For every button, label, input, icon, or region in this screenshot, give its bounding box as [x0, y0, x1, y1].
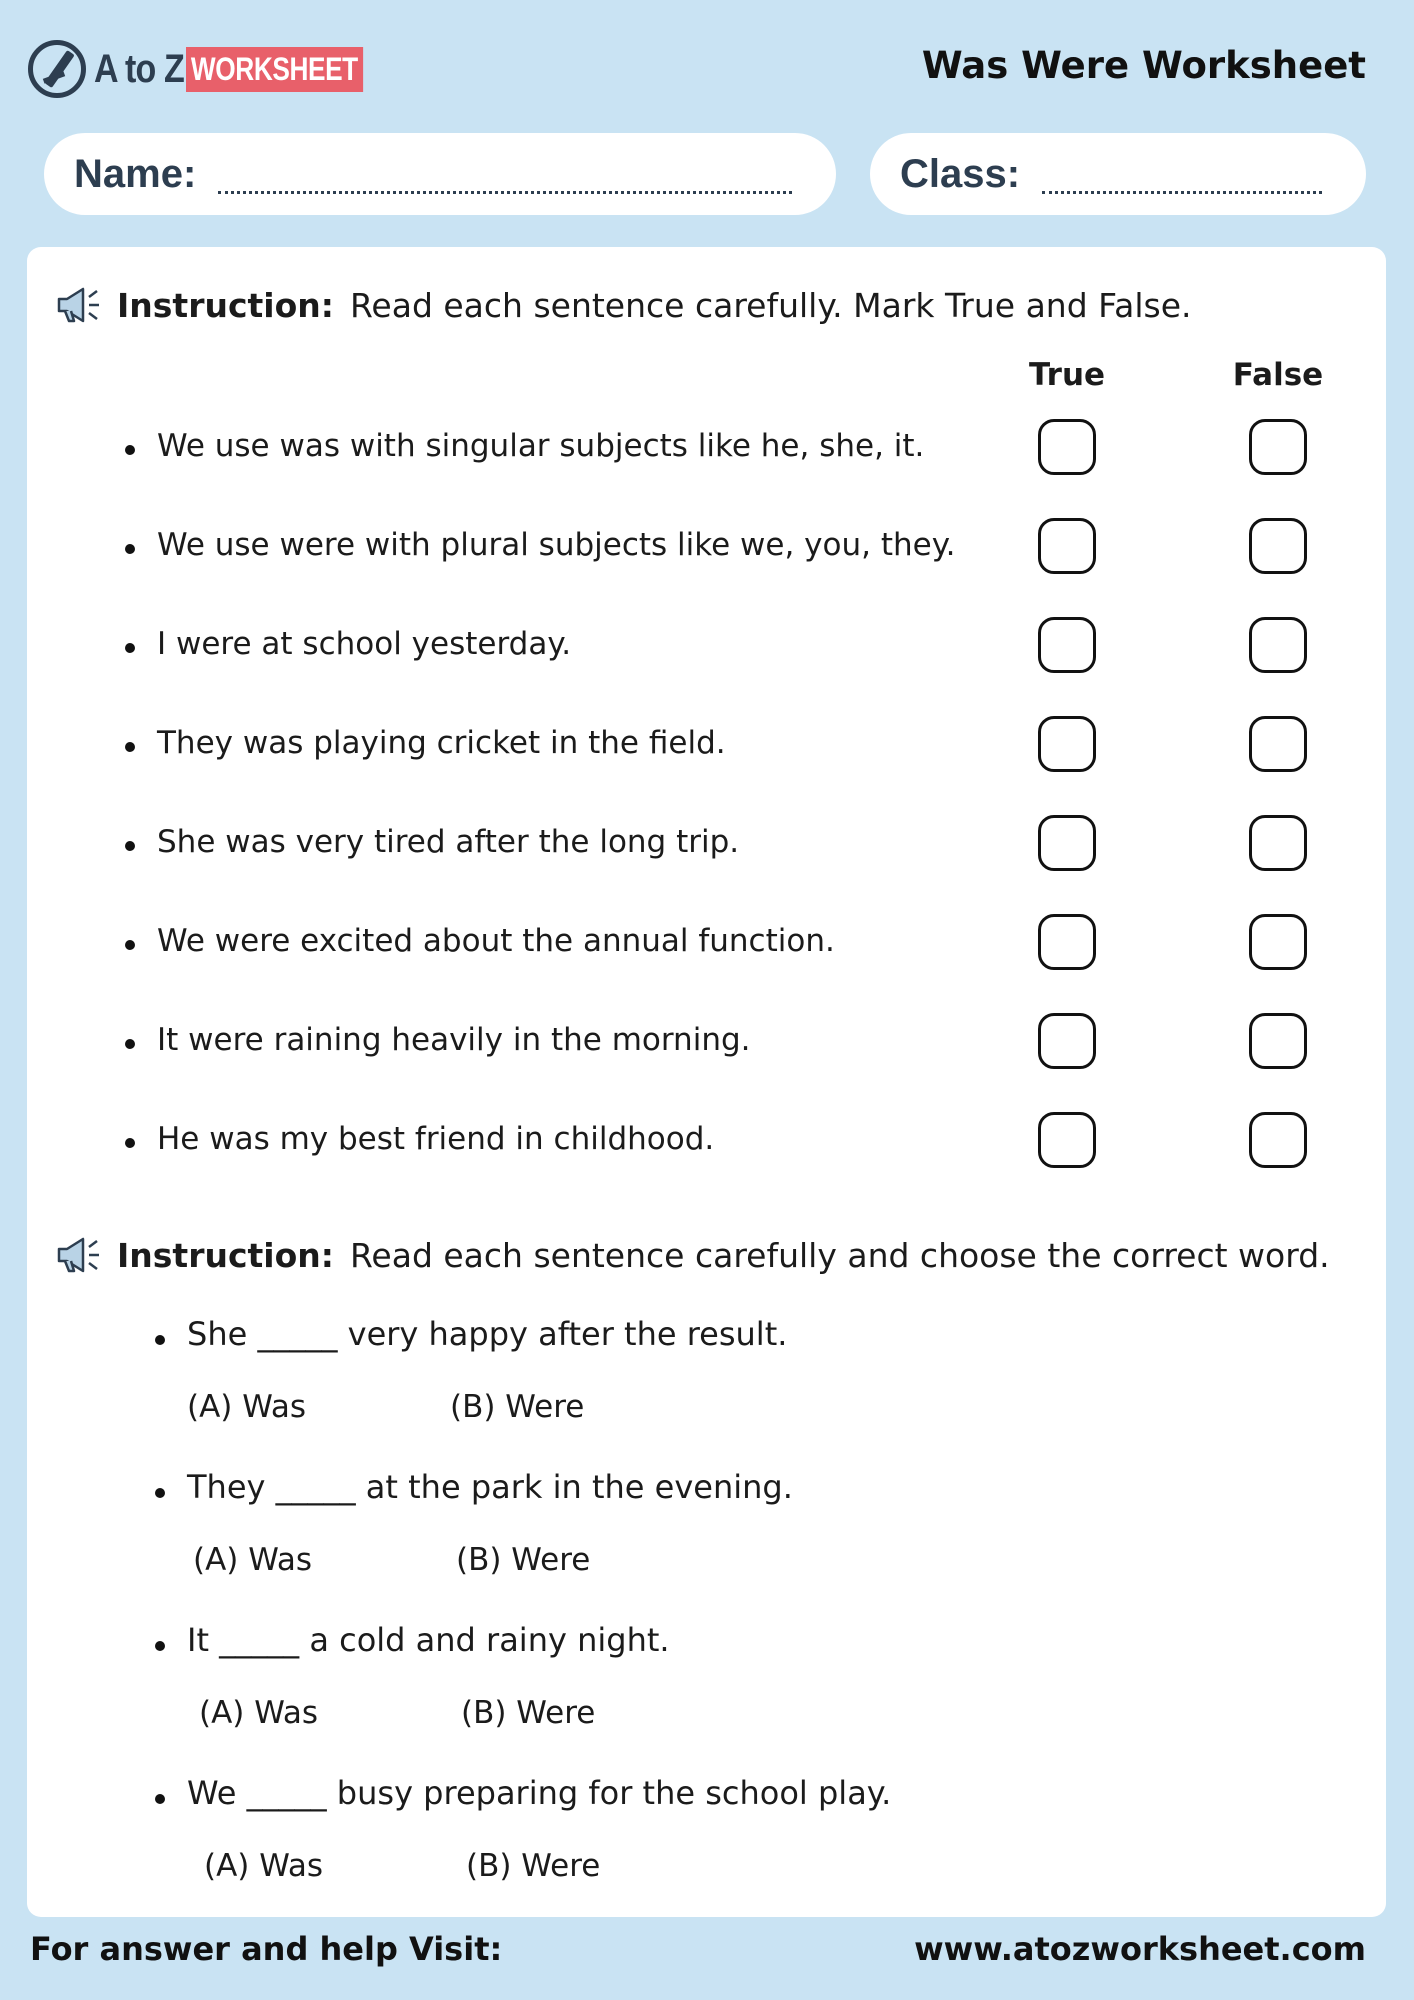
- false-checkbox[interactable]: [1249, 419, 1307, 475]
- option-a[interactable]: (A) Was: [193, 1542, 313, 1578]
- footer-website-link[interactable]: www.atozworksheet.com: [914, 1930, 1366, 1968]
- tf-row: [27, 810, 1386, 880]
- bullet: [125, 742, 135, 752]
- megaphone-icon: [55, 285, 103, 325]
- tf-row: [27, 612, 1386, 682]
- tf-row: [27, 909, 1386, 979]
- tf-row: [27, 1107, 1386, 1177]
- worksheet-card: [27, 247, 1386, 1917]
- megaphone-icon: [55, 1235, 103, 1275]
- name-label: Name:: [74, 151, 197, 196]
- tf-statement: I were at school yesterday.: [157, 626, 572, 662]
- true-column-header: True: [1028, 357, 1106, 393]
- false-checkbox[interactable]: [1249, 914, 1307, 970]
- name-field: [44, 133, 836, 215]
- bullet: [125, 544, 135, 554]
- instruction-label: Instruction:: [117, 285, 334, 325]
- true-checkbox[interactable]: [1038, 1112, 1096, 1168]
- bullet: [155, 1641, 165, 1651]
- worksheet-title: Was Were Worksheet: [921, 44, 1366, 87]
- bullet: [155, 1488, 165, 1498]
- footer-help-text: For answer and help Visit:: [30, 1930, 503, 1968]
- tf-statement: We use were with plural subjects like we, you, they.: [157, 527, 956, 563]
- false-checkbox[interactable]: [1249, 815, 1307, 871]
- bullet: [125, 1039, 135, 1049]
- true-checkbox[interactable]: [1038, 1013, 1096, 1069]
- true-checkbox[interactable]: [1038, 716, 1096, 772]
- false-column-header: False: [1232, 357, 1324, 393]
- instruction-true-false: [55, 285, 1192, 325]
- tf-statement: He was my best friend in childhood.: [157, 1121, 715, 1157]
- false-checkbox[interactable]: [1249, 1013, 1307, 1069]
- option-a[interactable]: (A) Was: [187, 1389, 307, 1425]
- bullet: [125, 445, 135, 455]
- true-checkbox[interactable]: [1038, 914, 1096, 970]
- option-a[interactable]: (A) Was: [199, 1695, 319, 1731]
- tf-row: [27, 414, 1386, 484]
- tf-statement: We use was with singular subjects like he, she, it.: [157, 428, 925, 464]
- false-checkbox[interactable]: [1249, 1112, 1307, 1168]
- option-b[interactable]: (B) Were: [450, 1389, 585, 1425]
- tf-row: [27, 1008, 1386, 1078]
- option-b[interactable]: (B) Were: [466, 1848, 601, 1884]
- class-label: Class:: [900, 151, 1021, 196]
- class-blank[interactable]: [1042, 177, 1322, 194]
- name-blank[interactable]: [218, 177, 792, 194]
- class-field: [870, 133, 1366, 215]
- tf-statement: They was playing cricket in the field.: [157, 725, 726, 761]
- pencil-logo-icon: [28, 40, 86, 98]
- mc-sentence: We _____ busy preparing for the school play.: [187, 1774, 892, 1812]
- true-checkbox[interactable]: [1038, 815, 1096, 871]
- true-checkbox[interactable]: [1038, 617, 1096, 673]
- tf-row: [27, 513, 1386, 583]
- tf-row: [27, 711, 1386, 781]
- option-b[interactable]: (B) Were: [456, 1542, 591, 1578]
- bullet: [125, 1138, 135, 1148]
- instruction-text: Read each sentence carefully. Mark True and False.: [349, 285, 1192, 325]
- true-checkbox[interactable]: [1038, 518, 1096, 574]
- bullet: [155, 1794, 165, 1804]
- bullet: [125, 841, 135, 851]
- true-checkbox[interactable]: [1038, 419, 1096, 475]
- false-checkbox[interactable]: [1249, 716, 1307, 772]
- bullet: [155, 1335, 165, 1345]
- mc-sentence: They _____ at the park in the evening.: [187, 1468, 793, 1506]
- tf-statement: We were excited about the annual function.: [157, 923, 835, 959]
- option-b[interactable]: (B) Were: [461, 1695, 596, 1731]
- logo-text: A to Z: [94, 46, 184, 91]
- false-checkbox[interactable]: [1249, 518, 1307, 574]
- instruction-label: Instruction:: [117, 1235, 334, 1275]
- option-a[interactable]: (A) Was: [204, 1848, 324, 1884]
- mc-sentence: She _____ very happy after the result.: [187, 1315, 788, 1353]
- instruction-choose-word: [55, 1235, 1330, 1275]
- site-logo: [28, 36, 401, 102]
- instruction-text: Read each sentence carefully and choose the correct word.: [349, 1235, 1330, 1275]
- logo-badge: WORKSHEET: [186, 47, 363, 92]
- tf-statement: It were raining heavily in the morning.: [157, 1022, 751, 1058]
- tf-statement: She was very tired after the long trip.: [157, 824, 740, 860]
- bullet: [125, 940, 135, 950]
- bullet: [125, 643, 135, 653]
- mc-sentence: It _____ a cold and rainy night.: [187, 1621, 670, 1659]
- false-checkbox[interactable]: [1249, 617, 1307, 673]
